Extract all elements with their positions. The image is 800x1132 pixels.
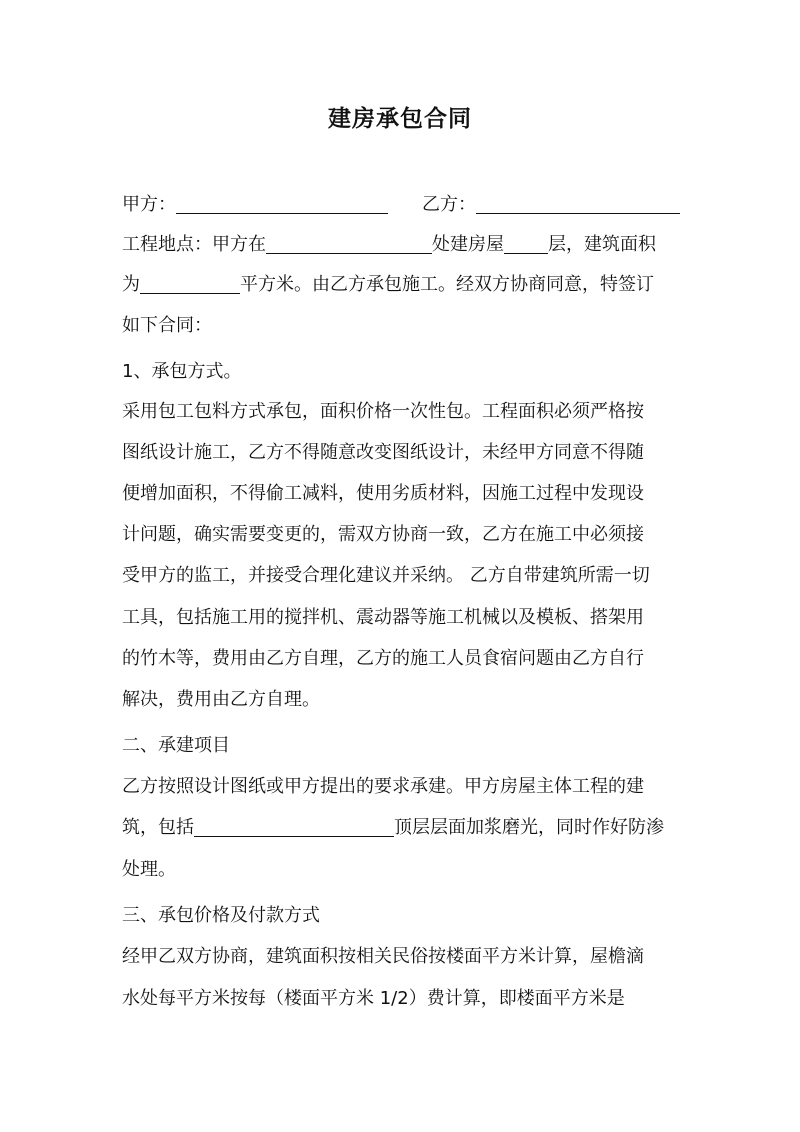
site-text-3: 层，建筑面积 — [548, 234, 656, 255]
section-3-heading: 三、承包价格及付款方式 — [122, 905, 320, 926]
contract-title: 建房承包合同 — [328, 106, 472, 132]
section-1-line: 的竹木等，费用由乙方自理，乙方的施工人员食宿问题由乙方自行 — [122, 648, 644, 669]
section-1-line: 计问题，确实需要变更的，需双方协商一致，乙方在施工中必须接 — [122, 524, 644, 545]
section-2-line: 处理。 — [122, 859, 176, 880]
party-a-blank — [176, 193, 388, 214]
section-3-line: 水处每平方米按每（楼面平方米 1/2）费计算，即楼面平方米是 — [122, 988, 625, 1009]
section-1-line: 图纸设计施工，乙方不得随意改变图纸设计，未经甲方同意不得随 — [122, 442, 644, 463]
section-1-heading: 1、承包方式。 — [122, 361, 242, 382]
site-location-blank — [266, 233, 432, 254]
party-b-blank — [476, 193, 680, 214]
section-3-line: 经甲乙双方协商，建筑面积按相关民俗按楼面平方米计算，屋檐滴 — [122, 946, 644, 967]
party-b-label: 乙方： — [422, 194, 476, 215]
section-1-line: 工具，包括施工用的搅拌机、震动器等施工机械以及模板、搭架用 — [122, 607, 644, 628]
section-1-line: 受甲方的监工，并接受合理化建议并采纳。 乙方自带建筑所需一切 — [122, 565, 650, 586]
site-text-2: 处建房屋 — [432, 234, 504, 255]
site-line — [122, 232, 656, 258]
section-2-heading: 二、承建项目 — [122, 735, 230, 756]
section-1-line: 便增加面积，不得偷工减料，使用劣质材料，因施工过程中发现设 — [122, 483, 644, 504]
section-2-line-with-blank — [122, 815, 664, 841]
party-a-line — [122, 192, 388, 218]
section-2-line: 乙方按照设计图纸或甲方提出的要求承建。甲方房屋主体工程的建 — [122, 776, 644, 797]
area-text-2: 平方米。由乙方承包施工。经双方协商同意，特签订 — [240, 274, 654, 295]
section-2-text-a: 筑，包括 — [122, 817, 194, 838]
intro-end: 如下合同： — [122, 315, 212, 336]
floors-blank — [504, 233, 548, 254]
area-text-1: 为 — [122, 274, 140, 295]
section-1-line: 采用包工包料方式承包，面积价格一次性包。工程面积必须严格按 — [122, 401, 644, 422]
section-2-text-b: 顶层层面加浆磨光，同时作好防渗 — [394, 817, 664, 838]
scope-blank — [194, 816, 394, 837]
site-text-1: 工程地点：甲方在 — [122, 234, 266, 255]
section-1-line: 解决，费用由乙方自理。 — [122, 689, 320, 710]
party-a-label: 甲方： — [122, 194, 176, 215]
area-blank — [140, 273, 240, 294]
party-b-line — [422, 192, 680, 218]
area-line — [122, 272, 654, 298]
